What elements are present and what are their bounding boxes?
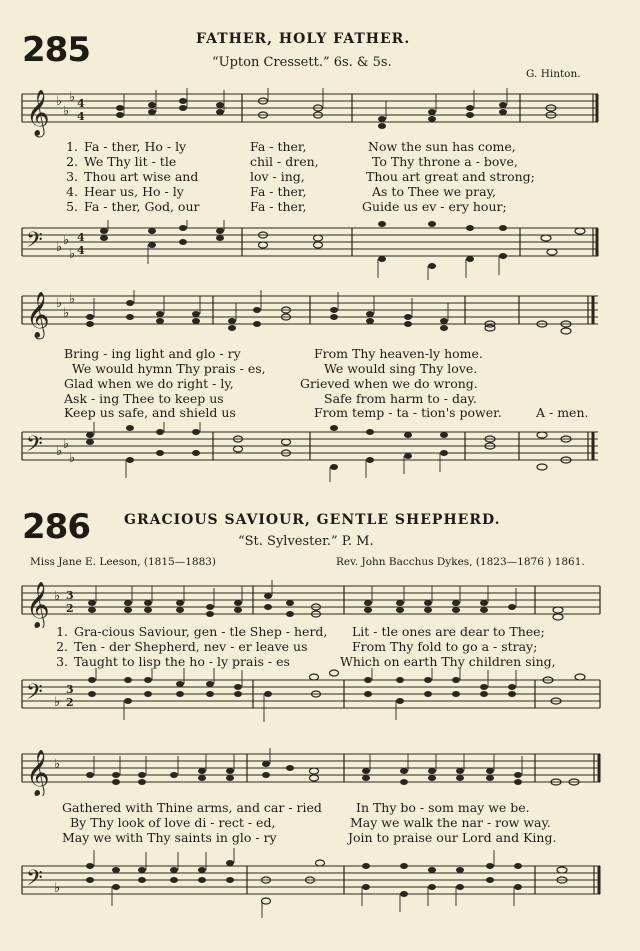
verse-number: 5. [66, 199, 78, 214]
lyric-segment: chil - dren, [250, 154, 319, 169]
treble-clef-icon: 𝄞 [26, 750, 50, 796]
lyric-segment: lov - ing, [250, 169, 305, 184]
treble-staff [0, 576, 640, 628]
svg-text:♭: ♭ [56, 240, 63, 255]
lyric-segment: Ask - ing Thee to keep us [64, 391, 224, 406]
svg-text:3: 3 [66, 589, 74, 602]
verse-number: 1. [66, 139, 78, 154]
bass-clef-icon: 𝄢 [26, 680, 43, 710]
lyric-segment: Hear us, Ho - ly [84, 184, 184, 199]
lyric-segment: Fa - ther, [250, 199, 307, 214]
lyric-segment: Bring - ing light and glo - ry [64, 346, 241, 361]
svg-text:3: 3 [66, 683, 74, 696]
bass-clef-icon: 𝄢 [26, 228, 43, 258]
tune-name: “Upton Cressett.” 6s. & 5s. [212, 55, 392, 70]
lyric-segment: Glad when we do right - ly, [64, 376, 234, 391]
svg-text:4: 4 [77, 110, 85, 123]
lyric-segment: From Thy fold to go a - stray; [352, 639, 538, 654]
lyric-segment: We would sing Thy love. [324, 361, 478, 376]
svg-text:♭: ♭ [63, 306, 70, 321]
svg-text:♭: ♭ [63, 233, 70, 248]
verse-number: 4. [66, 184, 78, 199]
composer-credit: Rev. John Bacchus Dykes, (1823—1876 ) 1861. [336, 556, 585, 568]
svg-text:♭: ♭ [54, 757, 61, 772]
lyric-segment: By Thy look of love di - rect - ed, [70, 815, 276, 830]
treble-staff [0, 290, 640, 345]
lyric-segment: As to Thee we pray, [372, 184, 496, 199]
svg-text:♭: ♭ [54, 589, 61, 604]
lyric-segment: Ten - der Shepherd, nev - er leave us [74, 639, 308, 654]
lyric-segment: Fa - ther, [250, 139, 307, 154]
author-credit: Miss Jane E. Leeson, (1815—1883) [30, 556, 217, 568]
verse-number: 3. [66, 169, 78, 184]
lyric-segment: Now the sun has come, [368, 139, 516, 154]
amen-text: A - men. [536, 405, 589, 420]
lyric-segment: Gra-cious Saviour, gen - tle Shep - herd, [74, 624, 328, 639]
svg-text:♭: ♭ [69, 247, 76, 262]
svg-text:♭: ♭ [69, 451, 76, 466]
svg-text:♭: ♭ [63, 104, 70, 119]
verse-number: 2. [66, 154, 78, 169]
lyric-segment: Gathered with Thine arms, and car - ried [62, 800, 322, 815]
lyric-segment: Fa - ther, God, our [84, 199, 200, 214]
lyric-segment: Keep us safe, and shield us [64, 405, 236, 420]
svg-text:2: 2 [66, 696, 74, 709]
svg-text:4: 4 [77, 97, 85, 110]
verse-number: 2. [56, 639, 68, 654]
bass-staff [0, 848, 640, 928]
svg-text:♭: ♭ [54, 695, 61, 710]
svg-text:♭: ♭ [69, 292, 76, 307]
lyric-segment: From temp - ta - tion's power. [314, 405, 502, 420]
svg-text:♭: ♭ [56, 94, 63, 109]
treble-staff [0, 744, 640, 796]
svg-text:♭: ♭ [56, 296, 63, 311]
bass-staff [0, 422, 640, 482]
svg-text:4: 4 [77, 244, 85, 257]
lyric-segment: From Thy heaven-ly home. [314, 346, 483, 361]
lyric-segment: Thou art great and strong; [366, 169, 535, 184]
svg-text:♭: ♭ [69, 90, 76, 105]
hymn-number: 285 [22, 30, 90, 70]
lyric-segment: Taught to lisp the ho - ly prais - es [74, 654, 290, 669]
treble-clef-icon: 𝄞 [26, 582, 50, 628]
svg-text:♭: ♭ [63, 437, 70, 452]
svg-text:♭: ♭ [56, 444, 63, 459]
verse-number: 1. [56, 624, 68, 639]
lyric-segment: Fa - ther, [250, 184, 307, 199]
lyric-segment: We would hymn Thy prais - es, [72, 361, 266, 376]
bass-clef-icon: 𝄢 [26, 432, 43, 462]
lyric-segment: We Thy lit - tle [84, 154, 177, 169]
bass-staff [0, 668, 640, 728]
lyric-segment: To Thy throne a - bove, [372, 154, 518, 169]
lyric-segment: Fa - ther, Ho - ly [84, 139, 187, 154]
lyric-segment: Thou art wise and [84, 169, 199, 184]
lyric-segment: Safe from harm to - day. [324, 391, 477, 406]
verse-number: 3. [56, 654, 68, 669]
treble-staff [0, 88, 640, 138]
lyric-segment: Lit - tle ones are dear to Thee; [352, 624, 545, 639]
svg-text:2: 2 [66, 602, 74, 615]
hymn-number: 286 [22, 507, 90, 547]
hymn-title: FATHER, HOLY FATHER. [196, 31, 411, 47]
svg-text:4: 4 [77, 231, 85, 244]
tune-name: “St. Sylvester.” P. M. [238, 534, 374, 549]
bass-clef-icon: 𝄢 [26, 866, 43, 896]
lyric-segment: Join to praise our Lord and King. [348, 830, 557, 845]
treble-clef-icon: 𝄞 [26, 90, 50, 136]
lyric-segment: May we with Thy saints in glo - ry [62, 830, 277, 845]
svg-text:♭: ♭ [54, 881, 61, 896]
lyric-segment: Grieved when we do wrong. [300, 376, 478, 391]
composer-credit: G. Hinton. [526, 68, 581, 80]
lyric-segment: In Thy bo - som may we be. [356, 800, 530, 815]
lyric-segment: Which on earth Thy children sing, [340, 654, 556, 669]
lyric-segment: Guide us ev - ery hour; [362, 199, 507, 214]
hymn-title: GRACIOUS SAVIOUR, GENTLE SHEPHERD. [124, 512, 501, 528]
bass-staff [0, 220, 640, 280]
treble-clef-icon: 𝄞 [26, 292, 50, 338]
lyric-segment: May we walk the nar - row way. [350, 815, 551, 830]
